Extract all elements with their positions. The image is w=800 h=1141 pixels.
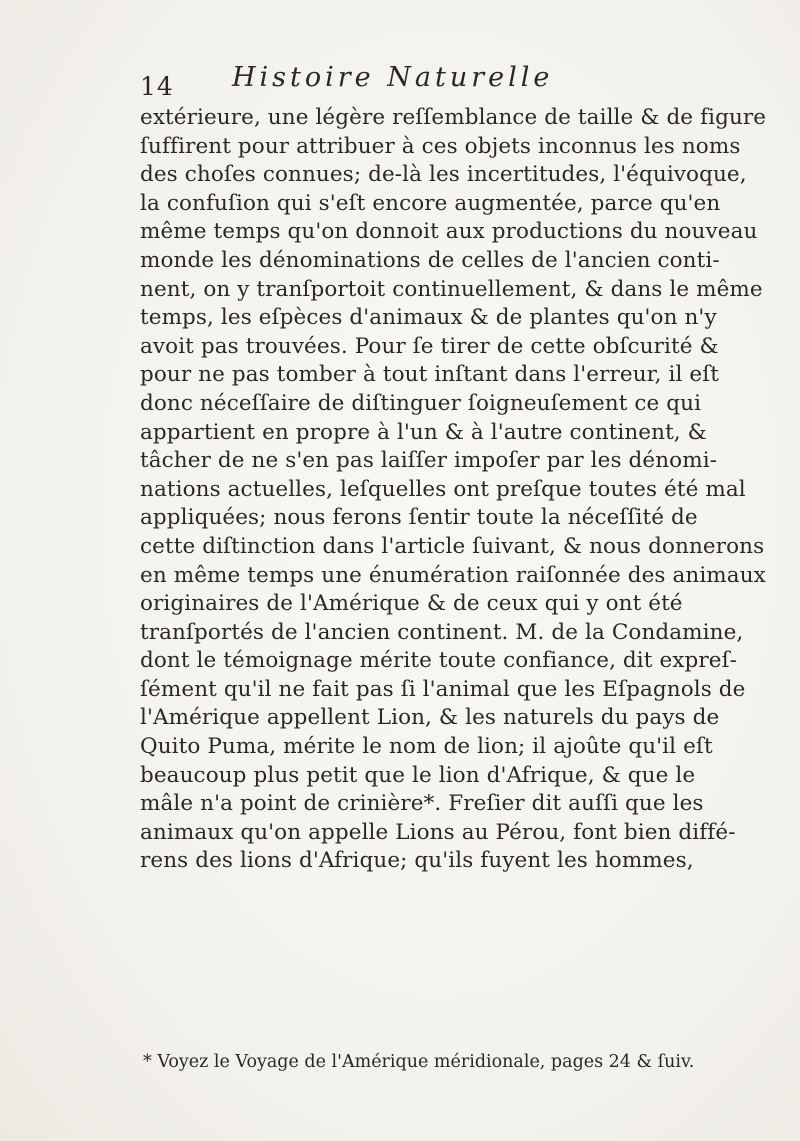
text-line: monde les dénominations de celles de l'ancien conti- xyxy=(140,247,720,273)
text-line: pour ne pas tomber à tout inſtant dans l'erreur, il eſt xyxy=(140,362,720,388)
text-line: appartient en propre à l'un & à l'autre continent, & xyxy=(140,419,707,445)
text-line: tranſportés de l'ancien continent. M. de la Condamine, xyxy=(140,619,744,645)
text-line: appliquées; nous ferons ſentir toute la néceſſité de xyxy=(140,505,698,531)
text-line: même temps qu'on donnoit aux productions du nouveau xyxy=(140,219,758,245)
text-line: Quito Puma, mérite le nom de lion; il ajoûte qu'il eſt xyxy=(140,734,713,760)
page-number: 14 xyxy=(140,72,174,101)
text-line: dont le témoignage mérite toute confiance, dit expreſ- xyxy=(140,648,737,674)
text-line: tâcher de ne s'en pas laiſſer impoſer par les dénomi- xyxy=(140,448,718,474)
text-line: animaux qu'on appelle Lions au Pérou, font bien diffé- xyxy=(140,819,736,845)
text-line: rens des lions d'Afrique; qu'ils fuyent les hommes, xyxy=(140,848,694,874)
text-line: temps, les eſpèces d'animaux & de plantes qu'on n'y xyxy=(140,305,717,331)
body-text xyxy=(140,104,767,876)
text-line: originaires de l'Amérique & de ceux qui y ont été xyxy=(140,591,683,617)
text-line: des choſes connues; de-là les incertitudes, l'équivoque, xyxy=(140,162,747,188)
text-line: cette diſtinction dans l'article ſuivant, & nous donnerons xyxy=(140,533,765,559)
text-line: ſuffirent pour attribuer à ces objets inconnus les noms xyxy=(140,133,741,159)
running-title: Histoire Naturelle xyxy=(232,62,554,93)
text-line: l'Amérique appellent Lion, & les naturels du pays de xyxy=(140,705,720,731)
text-line: avoit pas trouvées. Pour ſe tirer de cette obſcurité & xyxy=(140,333,719,359)
text-line: donc néceſſaire de diſtinguer ſoigneuſement ce qui xyxy=(140,390,702,416)
text-line: mâle n'a point de crinière*. Freſier dit auſſi que les xyxy=(140,791,704,817)
footnote: * Voyez le Voyage de l'Amérique méridionale, pages 24 & ſuiv. xyxy=(143,1052,695,1072)
text-line: en même temps une énumération raiſonnée des animaux xyxy=(140,562,766,588)
text-line: ſément qu'il ne fait pas ſi l'animal que les Eſpagnols de xyxy=(140,676,746,702)
text-line: nations actuelles, leſquelles ont preſque toutes été mal xyxy=(140,476,746,502)
text-line: nent, on y tranſportoit continuellement, & dans le même xyxy=(140,276,763,302)
text-line: extérieure, une légère reſſemblance de taille & de figure xyxy=(140,105,767,130)
text-line: beaucoup plus petit que le lion d'Afrique, & que le xyxy=(140,762,696,788)
page-header xyxy=(140,62,660,102)
text-line: la confuſion qui s'eſt encore augmentée, parce qu'en xyxy=(140,190,721,216)
